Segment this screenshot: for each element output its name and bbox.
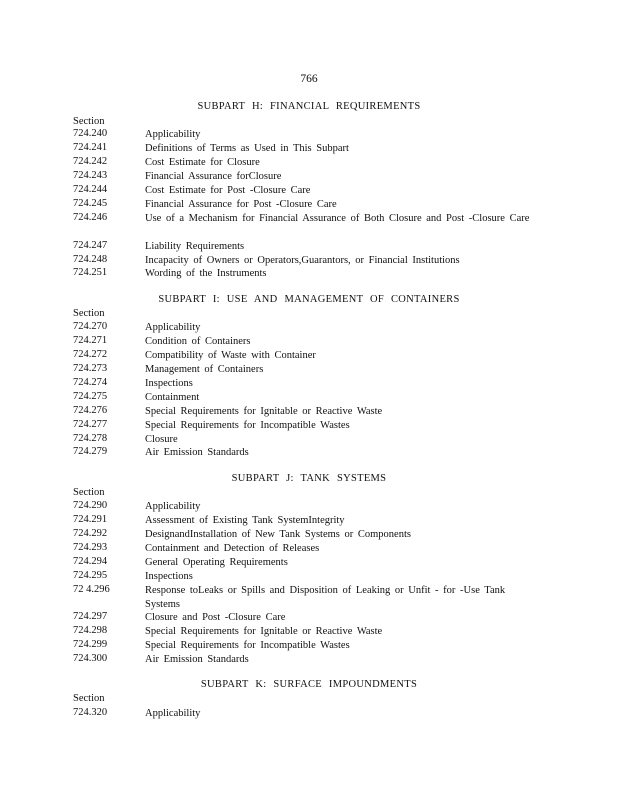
section-label: Section xyxy=(73,487,105,498)
section-label: Section xyxy=(73,308,105,319)
section-title: Liability Requirements xyxy=(145,241,245,252)
section-title: Inspections xyxy=(145,571,193,582)
list-item xyxy=(73,212,533,226)
section-number: 724.295 xyxy=(73,570,108,581)
section-number: 724.271 xyxy=(73,335,108,346)
list-item xyxy=(73,198,533,212)
list-item xyxy=(73,363,533,377)
section-title: Wording of the Instruments xyxy=(145,268,267,279)
list-item xyxy=(73,500,533,514)
section-number: 724.299 xyxy=(73,639,108,650)
section-title: Financial Assurance forClosure xyxy=(145,171,282,182)
list-item xyxy=(73,254,533,268)
section-title: Closure and Post -Closure Care xyxy=(145,612,286,623)
list-item xyxy=(73,611,533,625)
list-item xyxy=(73,377,533,391)
list-item xyxy=(73,240,533,254)
list-item xyxy=(73,446,533,460)
section-number: 724.294 xyxy=(73,556,108,567)
list-item xyxy=(73,349,533,363)
section-title: Incapacity of Owners or Operators,Guarantors, or Financial Institutions xyxy=(145,255,460,266)
list-item xyxy=(73,405,533,419)
list-item xyxy=(73,639,533,653)
section-title: Applicability xyxy=(145,129,201,140)
list-item xyxy=(73,528,533,542)
list-item xyxy=(73,321,533,335)
section-title: Compatibility of Waste with Container xyxy=(145,350,316,361)
section-number: 724.320 xyxy=(73,707,108,718)
list-item xyxy=(73,707,533,721)
section-number: 724.272 xyxy=(73,349,108,360)
list-item xyxy=(73,542,533,556)
section-number: 724.274 xyxy=(73,377,108,388)
list-item xyxy=(73,433,533,447)
section-title: Special Requirements for Ignitable or Reactive Waste xyxy=(145,626,383,637)
section-title: Cost Estimate for Closure xyxy=(145,157,260,168)
section-number: 724.246 xyxy=(73,212,108,223)
list-item xyxy=(73,391,533,405)
section-title: Air Emission Standards xyxy=(145,654,249,665)
section-title: Applicability xyxy=(145,501,201,512)
section-title: Applicability xyxy=(145,708,201,719)
list-item xyxy=(73,170,533,184)
section-title: Special Requirements for Incompatible Wastes xyxy=(145,640,350,651)
list-item xyxy=(73,267,533,281)
section-title: Assessment of Existing Tank SystemIntegrity xyxy=(145,515,345,526)
section-title: Special Requirements for Incompatible Wastes xyxy=(145,420,350,431)
section-number: 724.245 xyxy=(73,198,108,209)
list-item xyxy=(73,419,533,433)
list-item xyxy=(73,142,533,156)
section-number: 724.270 xyxy=(73,321,108,332)
section-number: 724.273 xyxy=(73,363,108,374)
list-item xyxy=(73,128,533,142)
section-number: 724.276 xyxy=(73,405,108,416)
section-number: 724.248 xyxy=(73,254,108,265)
list-item xyxy=(73,653,533,667)
section-title: Response toLeaks or Spills and Disposition of Leaking or Unfit - for -Use Tank Systems xyxy=(145,585,506,610)
section-number: 724.293 xyxy=(73,542,108,553)
section-label: Section xyxy=(73,693,105,704)
section-title: General Operating Requirements xyxy=(145,557,288,568)
subpart-heading: SUBPART J: TANK SYSTEMS xyxy=(231,473,387,484)
section-number: 724.297 xyxy=(73,611,108,622)
list-item xyxy=(73,584,533,612)
section-number: 724.240 xyxy=(73,128,108,139)
section-title: Use of a Mechanism for Financial Assurance of Both Closure and Post -Closure Care xyxy=(145,213,530,224)
section-number: 724.251 xyxy=(73,267,108,278)
section-number: 724.292 xyxy=(73,528,108,539)
section-number: 724.244 xyxy=(73,184,108,195)
section-number: 724.275 xyxy=(73,391,108,402)
section-title: Closure xyxy=(145,434,178,445)
section-number: 724.277 xyxy=(73,419,108,430)
section-number: 724.278 xyxy=(73,433,108,444)
section-title: Special Requirements for Ignitable or Reactive Waste xyxy=(145,406,383,417)
section-title: Applicability xyxy=(145,322,201,333)
list-item xyxy=(73,335,533,349)
section-title: Cost Estimate for Post -Closure Care xyxy=(145,185,311,196)
section-title: Management of Containers xyxy=(145,364,264,375)
section-number: 724.290 xyxy=(73,500,108,511)
section-title: Financial Assurance for Post -Closure Care xyxy=(145,199,337,210)
page-number: 766 xyxy=(300,73,318,85)
section-title: Containment xyxy=(145,392,200,403)
section-title: Air Emission Standards xyxy=(145,447,249,458)
list-item xyxy=(73,514,533,528)
section-number: 724.279 xyxy=(73,446,108,457)
list-item xyxy=(73,556,533,570)
section-number: 724.291 xyxy=(73,514,108,525)
list-item xyxy=(73,184,533,198)
section-number: 724.241 xyxy=(73,142,108,153)
section-title: Inspections xyxy=(145,378,193,389)
section-title: Condition of Containers xyxy=(145,336,251,347)
subpart-heading: SUBPART I: USE AND MANAGEMENT OF CONTAINERS xyxy=(158,294,460,305)
section-number: 724.242 xyxy=(73,156,108,167)
section-title: Definitions of Terms as Used in This Subpart xyxy=(145,143,349,154)
subpart-heading: SUBPART H: FINANCIAL REQUIREMENTS xyxy=(197,101,421,112)
section-number: 724.247 xyxy=(73,240,108,251)
list-item xyxy=(73,570,533,584)
section-label: Section xyxy=(73,116,105,127)
subpart-heading: SUBPART K: SURFACE IMPOUNDMENTS xyxy=(200,679,418,690)
section-number: 724.243 xyxy=(73,170,108,181)
list-item xyxy=(73,156,533,170)
section-number: 724.298 xyxy=(73,625,108,636)
section-title: DesignandInstallation of New Tank Systems or Components xyxy=(145,529,411,540)
section-number: 724.300 xyxy=(73,653,108,664)
list-item xyxy=(73,625,533,639)
section-title: Containment and Detection of Releases xyxy=(145,543,320,554)
section-number: 72 4.296 xyxy=(73,584,110,595)
